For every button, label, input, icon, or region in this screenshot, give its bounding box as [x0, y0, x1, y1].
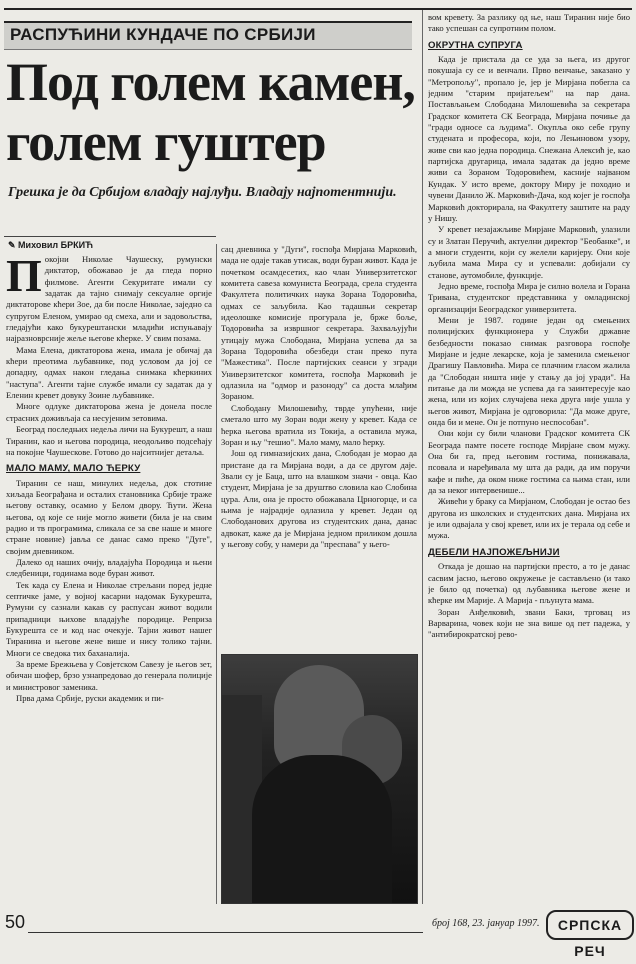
paragraph: Они који су били чланови Градског комитета СК Београда памте посете господе Мирјане свом мужу. Она би га, пред његовим гостима, понижавала, псовала и наређивала му шта да ради, да им поручи кафе и пиће, да оком ниже гостима са њима стан, или да за неког интервенише...: [428, 428, 630, 496]
paragraph: Тек када су Елена и Николае стрељани поред једне септичке јаме, у војној касарни надомак Букурешта, Румуни су сазнали какав су распусан живот водили припадници њихове владајуће породице. Реприза Букурешта се и код нас очекује. Тајни живот нашег Тиранина и његове жене више и нису толико тајни. Многи се сведока тих баханалија.: [6, 579, 212, 658]
paragraph: Једно време, госпођа Мира је силно волела и Горана Тривана, студентског представника у омладинској организацији Београдског универзитета.: [428, 280, 630, 314]
paragraph: Многе одлуке диктаторова жена је донела после страсних доживљаја са несујеним зетовима.: [6, 401, 212, 423]
column-divider: [422, 10, 423, 904]
paragraph: Зоран Анђелковић, звани Баки, трговац из Варварина, човек који не зна више од пет падежа, у "антибирократској рево-: [428, 606, 630, 640]
column-divider: [216, 244, 217, 904]
paragraph: вом кревету. За разлику од ње, наш Тиранин није био тако успешан са супротним полом.: [428, 12, 630, 34]
column-1: [6, 254, 212, 906]
paragraph: У кревет незајажљиве Мирјане Марковић, улазили су и Златан Перучић, актуелни директор "Беобанке", и а многи студенти, који су желели каријеру. Они које љубила мама Мира су и успевали: добијали су станове, аутомобиле, функције.: [428, 224, 630, 280]
photo-crowd: [221, 654, 418, 904]
subheading: ОКРУТНА СУПРУГА: [428, 39, 523, 51]
paragraph: Када је пристала да се уда за њега, из другог покушаја су се и венчали. Прво венчање, заказано у "Метропољу", пропало је, јер је Мирјана побегла са једним "старим пријатељем" на пар дана. Постављањем Слободана Милошевића за секретара Градског комитета СК Београда, Мирјана почиње да "гради односе са људима". Окупља око себе групу студената и професора, који, по Лењиновом узору, живе сви као једна породица. Снежана Алексић је, као партијска другарица, имала задатак да једно време живи са Зораном Тодоровићем, касније најваном Кундак. У исто време, доктору Миру је походио и чувени Данило Ж. Марковић-Дача, код којег је госпођа Марковић докторирала, на Факултету заштите на раду у Нишу.: [428, 54, 630, 223]
subheading: МАЛО МАМУ, МАЛО ЋЕРКУ: [6, 463, 141, 475]
column-2: [221, 244, 417, 648]
paragraph: За време Брежњева у Совјетском Савезу је његов зет, обичан шофер, брзо узнапредовао до генерала полиције и министровог заменика.: [6, 659, 212, 692]
paragraph: Још од гимназијских дана, Слободан је морао да пристане да га Мирјана води, а да се другом даје. Звали су је Баца, што на влашком значи - овца. Као студент, Мирјана је за друштво словила као Слобина цура. Али, она је просто обожавала Црногорце, и са њима је најрадије одлазила у кревет. Један од Слободанових другова из студентских дана, данас адвокат, каже да је Мирјана једном приликом дошла у његову собу, у намери да "преспава" у њего-: [221, 448, 417, 549]
deck: Грешка је да Србијом владају најлуђи. Владају најпотентнији.: [8, 185, 397, 200]
paragraph: Живећи у браку са Мирјаном, Слободан је остао без другова из школских и студентских дана. Мирјана их је или одвајала у свој кревет, или их је терала од себе и мужа.: [428, 496, 630, 541]
subheading: ДЕБЕЛИ НАЈПОЖЕЉНИЈИ: [428, 546, 560, 558]
paragraph: Далеко од наших очију, владајућа Породица и њени следбеници, годинама воде буран живот.: [6, 556, 212, 579]
paragraph: Тиранин се наш, минулих недеља, док стотине хиљада Београђана и осталих становника Србије траже његову оставку, осамио у Белом двору. Ћути. Жена његова, од које се није могло живети (била је на свим радио и тв програмима, сликала се за све наше и многе стране новине) јавља се данас само преко "Дуге", својим дневником.: [6, 477, 212, 556]
byline-author: Миховил БРКИЋ: [18, 240, 93, 250]
kicker-text: РАСПУЋИНИ КУНДАЧЕ ПО СРБИЈИ: [10, 25, 316, 44]
paragraph: Београд последњих недеља личи на Букурешт, а наш Тиранин, као и његова породица, неодољиво подсећају на покојне Чаушескове. Готово до најситнијег детаља.: [6, 424, 212, 457]
paragraph: Мама Елена, диктаторова жена, имала је обичај да кћери преотима љубавнике, под условом да јој се допадну, одмах након гледања снимака кћеркиних "наступа". Агенти тајне службе имали су задатак да у Еленин кревет довуку Зоине љубавнике.: [6, 344, 212, 401]
top-rule: [4, 8, 632, 10]
magazine-logo: СРПСКА РЕЧ: [546, 910, 634, 940]
paragraph: Слободану Милошевићу, тврде упућени, није сметало што му Зоран води жену у кревет. Када се ћерка његова вратила из Токија, а оставила мужа, Зоран и њу "тешио". Мало маму, мало ћерку.: [221, 402, 417, 447]
column-3: [428, 12, 630, 904]
paragraph: сац дневника у "Дуги", госпођа Мирјана Марковић, мада не одаје такав утисак, води буран живот. Када је почетком осамдесетих, као члан Универзитетског комитета савеза комуниста Београда, срела студента Факултета политичких наука Зорана Тодоровића, одмах се заљубила. Као тадашњи секретар идеолошке комисије прогурала је, брже боље, Тодоровића за извршног секретара. Захваљујући утицају мужа Слободана, Мирјана успева да за Зорана Тодоровића обезбеди стан преко пута "Мажестика". После партијских сеанси у згради Универзитетског комитета, госпођа Марковић је одлазила на "одмор и разоноду" са доста млађим Зораном.: [221, 244, 417, 402]
footer-rule: [28, 932, 423, 933]
page-number: 50: [5, 912, 26, 932]
byline-rule: [4, 236, 216, 237]
kicker-band: [4, 21, 412, 50]
headline: Под голем камен, голем гуштер: [6, 52, 415, 172]
paragraph: Мени је 1987. године један од смењених полицијских функционера у Служби државне безбедности показао снимак разговора госпође Мирјане и једне лекарске, која је заменила смењеног Драгишу Павловића. Мира се плачним гласом жалила да "Слободан ништа није у стању да јој уради". На питање да ли можда не успева да га заинтересује као жена, или из којих случајева нека друга није ушла у његов живот, Мирјана је одговорила: "Да може друге, онда би и мене. Он је потпуно неспособан".: [428, 314, 630, 428]
issue-info: број 168, 23. јануар 1997.: [432, 918, 540, 929]
paragraph: Откада је дошао на партијски престо, а то је данас сасвим јасно, његово окружење је састављено (и тако је било од почетка) од љубавника његове жене и кћерке им Марије. А Марија - пљунута мама.: [428, 561, 630, 606]
paragraph: Покојни Николае Чаушеску, румунски диктатор, обожавао је да гледа порно филмове. Агенти Секуритате имали су задатак да тајно снимају сексуалне оргије диктаторове кћери Зое, да би после Николае, заједно са супругом Еленом, умирао од смеха, али и задовољства, гледајући како букурештански младићи испуњавају најразноврсније жеље његове кћеркe. У свим позама.: [6, 254, 212, 344]
byline: ✎ Миховил БРКИЋ: [8, 240, 93, 250]
paragraph: Прва дама Србије, руски академик и пи-: [16, 693, 164, 704]
page-footer: [0, 912, 636, 959]
drop-cap: П: [6, 254, 42, 301]
